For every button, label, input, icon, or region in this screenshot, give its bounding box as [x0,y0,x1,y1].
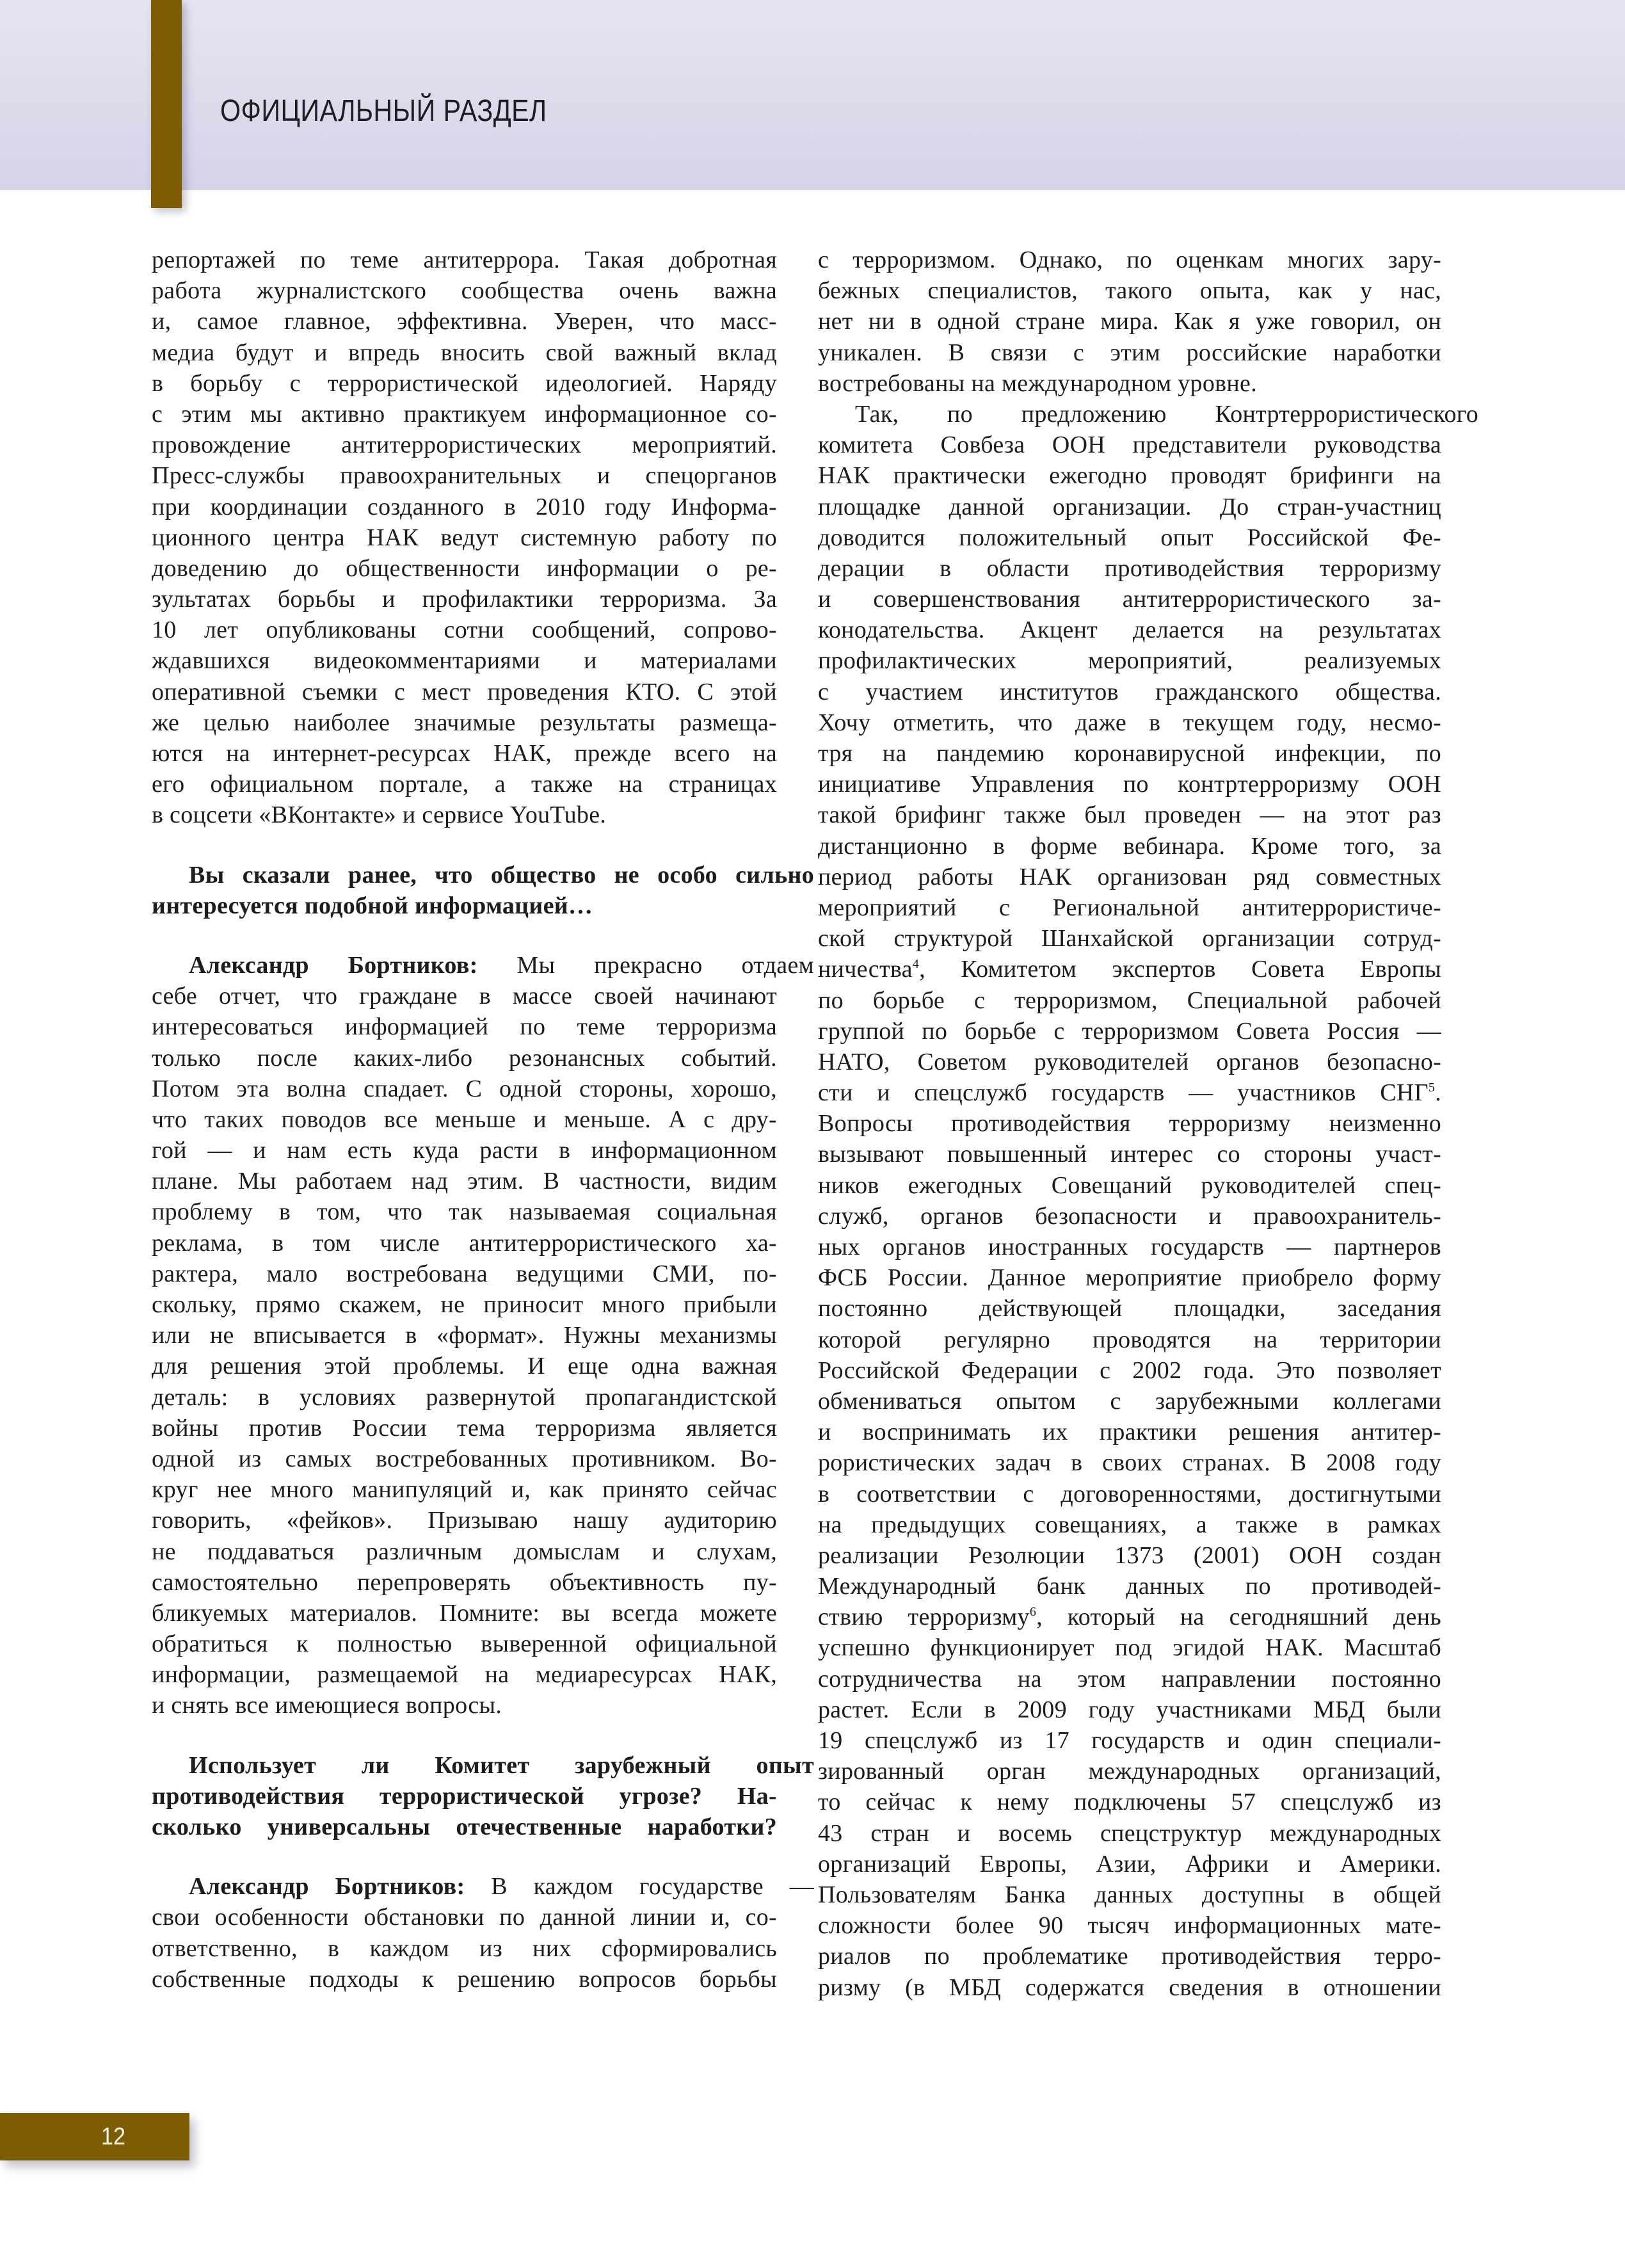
text-line: уникален. В связи с этим российские наработки [818,339,1441,366]
text-line: то сейчас к нему подключены 57 спецслужб из [818,1789,1441,1816]
text-line: дистанционно в форме вебинара. Кроме того, за [818,832,1441,860]
text-line: в борьбу с террористической идеологией. Наряду [152,369,777,397]
text-line: и воспринимать их практики решения антитер- [818,1419,1441,1446]
text-line: ются на интернет-ресурсах НАК, прежде всего на [152,740,777,767]
text-line: НАТО, Советом руководителей органов безопасно- [818,1048,1441,1075]
page-number: 12 [101,2123,126,2150]
text-line: группой по борьбе с терроризмом Совета Россия — [818,1017,1441,1045]
text-fragment: сти и спецслужб государств — участников СНГ [818,1079,1429,1107]
text-line: свои особенности обстановки по данной линии и, со- [152,1904,777,1931]
text-line: дерации в области противодействия терроризму [818,554,1441,582]
text-line: сложности более 90 тысяч информационных мате- [818,1912,1441,1940]
text-line: вызывают повышенный интерес со стороны участ- [818,1141,1441,1168]
question-1 [152,860,814,921]
text-line: служб, органов безопасности и правоохранитель- [818,1202,1441,1230]
paragraph-gap [152,921,777,950]
text-line: проблему в том, что так называемая социальная [152,1198,777,1226]
text-line: только после каких-либо резонансных событий. [152,1044,777,1072]
text-line: провождение антитеррористических мероприятий. [152,431,777,459]
text-line: тря на пандемию коронавирусной инфекции, по [818,740,1441,767]
section-title: ОФИЦИАЛЬНЫЙ РАЗДЕЛ [220,94,547,128]
text-line: Российской Федерации с 2002 года. Это позволяет [818,1356,1441,1384]
answer-first-line [152,950,814,981]
text-line: Хочу отметить, что даже в текущем году, несмо- [818,709,1441,736]
paragraph-intro [152,245,777,831]
text-line: растет. Если в 2009 году участниками МБД были [818,1696,1441,1723]
text-fragment: ничества [818,956,913,983]
text-line: одной из самых востребованных противником. Во- [152,1445,777,1472]
question-2 [152,1750,814,1843]
text-line: его официальном портале, а также на страницах [152,771,777,798]
text-line-footnote-6 [818,1602,1441,1632]
text-line: зированный орган международных организаций, [818,1758,1441,1785]
text-line: ответственно, в каждом из них сформировались [152,1934,777,1962]
text-fragment: ствию терроризму [818,1604,1030,1631]
text-line-footnote-5 [818,1077,1441,1108]
header-accent-bar [151,0,182,208]
speaker-name: Александр Бортников: [189,951,478,979]
text-line: себе отчет, что граждане в массе своей начинают [152,983,777,1010]
text-line: по борьбе с терроризмом, Специальной рабочей [818,986,1441,1014]
question-line: Вы сказали ранее, что общество не особо сильно [189,861,814,889]
text-line: Пресс-службы правоохранительных и спецорганов [152,462,777,490]
paragraph-continuation [818,245,1441,399]
text-line: конодательства. Акцент делается на результатах [818,616,1441,644]
answer-1 [152,950,814,1721]
footnote-ref-5[interactable]: 5 [1428,1081,1436,1095]
text-line: успешно функционирует под эгидой НАК. Масштаб [818,1634,1441,1662]
text-line: востребованы на международном уровне. [818,369,1257,397]
text-line: инициативе Управления по контртерроризму ООН [818,771,1441,798]
text-line: медиа будут и впредь вносить свой важный вклад [152,339,777,366]
text-line: реклама, в том числе антитеррористического ха- [152,1229,777,1257]
text-line: ных органов иностранных государств — партнеров [818,1234,1441,1260]
text-line: ждавшихся видеокомментариями и материалами [152,647,777,675]
text-line: рактера, мало востребована ведущими СМИ, по- [152,1260,777,1287]
text-line: что таких поводов все меньше и меньше. А с дру- [152,1106,777,1133]
text-line: в соцсети «ВКонтакте» и сервисе YouTube. [152,801,607,829]
text-line: ской структурой Шанхайской организации сотруд- [818,925,1441,953]
text-line: самостоятельно перепроверять объективность пу- [152,1568,777,1596]
text-line: войны против России тема терроризма является [152,1414,777,1442]
text-line: бежных специалистов, такого опыта, как у нас, [818,277,1441,305]
text-fragment: . [1435,1079,1441,1107]
text-line: доводится положительный опыт Российской Фе- [818,524,1441,551]
left-text-column [152,245,814,1995]
text-fragment: , который на сегодняшний день [1036,1604,1441,1631]
text-line: и, самое главное, эффективна. Уверен, что масс- [152,308,777,335]
text-line: Так, по предложению Контртеррористического [855,400,1478,428]
text-line: Пользователям Банка данных доступны в общей [818,1881,1441,1908]
text-line: 10 лет опубликованы сотни сообщений, сопрово- [152,616,777,644]
text-line: организаций Европы, Азии, Африки и Америки. [818,1850,1441,1878]
paragraph-gap [152,831,777,860]
text-line: такой брифинг также был проведен — на этот раз [818,801,1441,829]
text-line: при координации созданного в 2010 году Информа- [152,493,777,520]
question-line: противодействия террористической угрозе? На- [152,1782,777,1810]
text-line: зультатах борьбы и профилактики терроризма. За [152,586,777,613]
text-line: собственные подходы к решению вопросов борьбы [152,1965,777,1993]
question-line: интересуется подобной информацией… [152,892,593,919]
text-line: Международный банк данных по противодей- [818,1573,1441,1600]
text-line: деталь: в условиях развернутой пропагандистской [152,1383,777,1411]
answer-first-line [152,1871,814,1902]
text-fragment: , Комитетом экспертов Совета Европы [919,956,1441,983]
text-line: обратиться к полностью выверенной официальной [152,1630,777,1658]
text-line: ников ежегодных Совещаний руководителей спец- [818,1171,1441,1199]
text-line: Вопросы противодействия терроризму неизменно [818,1110,1441,1138]
right-text-column [818,245,1478,2003]
text-line: доведению до общественности информации о ре- [152,554,777,582]
text-line: оперативной съемки с мест проведения КТО. С этой [152,678,777,705]
text-line: профилактических мероприятий, реализуемых [818,647,1441,675]
text-line: с участием институтов гражданского общества. [818,678,1441,705]
text-line: репортажей по теме антитеррора. Такая добротная [152,246,777,273]
text-line: которой регулярно проводятся на территории [818,1326,1441,1353]
text-line: комитета Совбеза ООН представители руководства [818,431,1441,459]
text-line: в соответствии с договоренностями, достигнутыми [818,1480,1441,1508]
text-line: для решения этой проблемы. И еще одна важная [152,1353,777,1380]
text-line: круг нее много манипуляций и, как принято сейчас [152,1476,777,1504]
question-line: Использует ли Комитет зарубежный опыт [189,1751,814,1779]
text-line: плане. Мы работаем над этим. В частности, видим [152,1168,777,1195]
text-line: период работы НАК организован ряд совместных [818,863,1441,890]
text-line: интересоваться информацией по теме терроризма [152,1013,777,1041]
text-line: обмениваться опытом с зарубежными коллегами [818,1387,1441,1415]
answer-text: В каждом государстве — [465,1873,814,1901]
text-line: рористических задач в своих странах. В 2008 году [818,1449,1441,1477]
text-line: площадке данной организации. До стран-участниц [818,493,1441,520]
text-line: НАК практически ежегодно проводят брифинги на [818,462,1441,490]
answer-2 [152,1871,814,1995]
text-line: же целью наиболее значимые результаты размеща- [152,709,777,736]
text-line: работа журналистского сообщества очень важна [152,277,777,305]
page-number-band [0,2113,189,2160]
text-line: с этим мы активно практикуем информационное со- [152,400,777,428]
question-line: сколько универсальны отечественные наработки? [152,1814,777,1840]
text-line: на предыдущих совещаниях, а также в рамках [818,1511,1441,1538]
text-line: 19 спецслужб из 17 государств и один специали- [818,1727,1441,1754]
text-line: и совершенствования антитеррористического за- [818,586,1441,613]
speaker-name: Александр Бортников: [189,1873,465,1901]
footnote-ref-4[interactable]: 4 [912,957,920,972]
text-line: 43 стран и восемь спецструктур международных [818,1819,1441,1847]
text-line: мероприятий с Региональной антитеррористиче- [818,894,1441,921]
paragraph-international [818,399,1478,2003]
paragraph-gap [152,1842,777,1871]
text-line: бликуемых материалов. Помните: вы всегда можете [152,1599,777,1627]
text-line: скольку, прямо скажем, не приносит много прибыли [152,1291,777,1318]
text-line-footnote-4 [818,954,1441,985]
footnote-ref-6[interactable]: 6 [1029,1605,1037,1620]
text-line: постоянно действующей площадки, заседания [818,1295,1441,1323]
text-line: сотрудничества на этом направлении постоянно [818,1665,1441,1693]
answer-text: Мы прекрасно отдаем [477,951,814,979]
text-line: риалов по проблематике противодействия терро- [818,1943,1441,1970]
text-line: реализации Резолюции 1373 (2001) ООН создан [818,1541,1441,1569]
text-line: Потом эта волна спадает. С одной стороны, хорошо, [152,1075,777,1102]
text-line: ризму (в МБД содержатся сведения в отношении [818,1974,1441,2001]
text-line: информации, размещаемой на медиаресурсах НАК, [152,1661,777,1689]
text-line: и снять все имеющиеся вопросы. [152,1692,502,1719]
text-line: не поддаваться различным домыслам и слухам, [152,1538,777,1565]
text-line: ционного центра НАК ведут системную работу по [152,524,777,551]
paragraph-gap [152,1721,777,1750]
text-line: нет ни в одной стране мира. Как я уже говорил, он [818,308,1441,335]
text-line: говорить, «фейков». Призываю нашу аудиторию [152,1507,777,1534]
text-line: ФСБ России. Данное мероприятие приобрело форму [818,1264,1441,1292]
text-line: или не вписывается в «формат». Нужны механизмы [152,1322,777,1349]
text-line: гой — и нам есть куда расти в информационном [152,1137,777,1164]
text-line: с терроризмом. Однако, по оценкам многих зару- [818,246,1441,273]
